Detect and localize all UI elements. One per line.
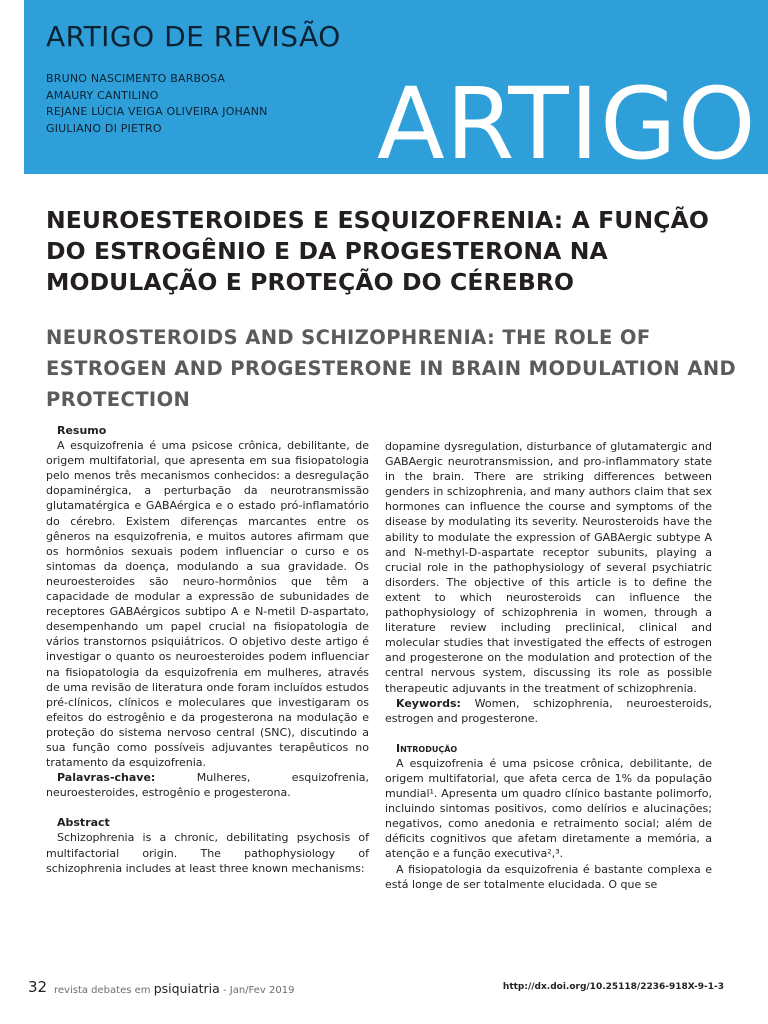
journal-title: psiquiatria bbox=[153, 981, 220, 996]
journal-name bbox=[54, 981, 294, 996]
abstract-body-start: Schizophrenia is a chronic, debilitating psychosis of multifactorial origin. The pathophysiology of schizophrenia includes at least three known mechanisms: bbox=[46, 831, 369, 875]
big-section-word: ARTIGO bbox=[377, 67, 757, 174]
author-list bbox=[46, 71, 268, 137]
article-title-en: NEUROSTEROIDS AND SCHIZOPHRENIA: THE ROLE OF ESTROGEN AND PROGESTERONE IN BRAIN MODULATION AND PROTECTION bbox=[46, 326, 737, 411]
left-column bbox=[46, 423, 369, 876]
article-title-pt: NEUROESTEROIDES E ESQUIZOFRENIA: A FUNÇÃO DO ESTROGÊNIO E DA PROGESTERONA NA MODULAÇÃO E PROTEÇÃO DO CÉREBRO bbox=[46, 206, 709, 296]
author-name: AMAURY CANTILINO bbox=[46, 88, 159, 102]
keywords-label: Keywords: bbox=[396, 696, 461, 710]
resumo-heading: Resumo bbox=[57, 424, 107, 437]
spacer bbox=[46, 800, 369, 815]
author-name: GIULIANO DI PIETRO bbox=[46, 121, 162, 135]
resumo-keywords bbox=[46, 770, 369, 800]
keywords-text: Women, schizophrenia, neuroesteroids, estrogen and progesterone. bbox=[385, 696, 713, 725]
keywords-text: Mulheres, esquizofrenia, neuroesteroides, estrogênio e progesterona. bbox=[46, 771, 369, 800]
keywords-label: Palavras-chave: bbox=[57, 771, 156, 785]
journal-issue: - Jan/Fev 2019 bbox=[222, 985, 295, 996]
header-band bbox=[24, 0, 768, 174]
journal-prefix: revista debates em bbox=[54, 985, 151, 996]
page-number: 32 bbox=[28, 978, 48, 996]
resumo-body: A esquizofrenia é uma psicose crônica, debilitante, de origem multifatorial, que apresenta em sua fisiopatologia pelo menos três mecanismos conhecidos: a desregulação dopaminérgica, a perturbação da neurotransmissão glutamatérgica e GABAérgica e o estado pró-inflamatório do cérebro. Existem diferenças marcantes entre os gêneros na esquizofrenia, e muitos autores afirmam que os hormônios sexuais podem influenciar o curso e os sintomas da doença, modulando a sua gravidade. Os neuroesteroides são neuro-hormônios que têm a capacidade de modular a expressão de subunidades de receptores GABAérgicos subtipo A e N-metil D-aspartato, desempenhando um papel crucial na fisiopatologia de vários transtornos psiquiátricos. O objetivo deste artigo é investigar o quanto os neuroesteroides podem influenciar na fisiopatologia da esquizofrenia em mulheres, através de uma revisão de literatura onde foram incluídos estudos pré-clínicos, clínicos e moleculares que investigaram os efeitos do estrogênio e da progesterona na modulação e proteção do sistema nervoso central (SNC), discutindo a sua função como possíveis adjuvantes terapêuticos no tratamento da esquizofrenia. bbox=[46, 439, 369, 770]
author-name: REJANE LÚCIA VEIGA OLIVEIRA JOHANN bbox=[46, 105, 268, 118]
abstract-body-continued: dopamine dysregulation, disturbance of glutamatergic and GABAergic neurotransmission, and pro-inflammatory state in the brain. There are striking differences between genders in schizophrenia, and many authors claim that sex hormones can influence the course and symptoms of the disease by modulating its severity. Neurosteroids have the ability to modulate the expression of GABAergic subtype A and N-methyl-D-aspartate receptor subunits, playing a crucial role in the pathophysiology of several psychiatric disorders. The objective of this article is to define the extent to which neurosteroids can influence the pathophysiology of schizophrenia in women, through a literature review including preclinical, clinical and molecular studies that investigated the effects of estrogen and progesterone on the modulation and protection of the central nervous system, discussing its role as possible therapeutic adjuvants in the treatment of schizophrenia. bbox=[385, 440, 712, 695]
abstract-heading: Abstract bbox=[57, 816, 110, 830]
doi-link[interactable]: http://dx.doi.org/10.25118/2236-918X-9-1-3 bbox=[502, 982, 724, 992]
abstract-keywords bbox=[385, 696, 712, 726]
introducao-paragraph: A esquizofrenia é uma psicose crônica, debilitante, de origem multifatorial, que afeta cerca de 1% da população mundial¹. Apresenta um quadro clínico bastante polimorfo, incluindo sintomas positivos, como delírios e alucinações; negativos, como anedonia e retraimento social; além de déficits cognitivos que afetam diretamente a memória, a atenção e a função executiva²,³. bbox=[385, 756, 712, 861]
author-name: BRUNO NASCIMENTO BARBOSA bbox=[46, 72, 226, 85]
right-column bbox=[385, 439, 712, 892]
section-label: ARTIGO DE REVISÃO bbox=[46, 20, 341, 53]
introducao-paragraph: A fisiopatologia da esquizofrenia é bastante complexa e está longe de ser totalmente elucidada. O que se bbox=[385, 862, 712, 891]
spacer bbox=[385, 726, 712, 741]
page-footer bbox=[28, 978, 724, 998]
introducao-heading: Introdução bbox=[396, 741, 458, 755]
